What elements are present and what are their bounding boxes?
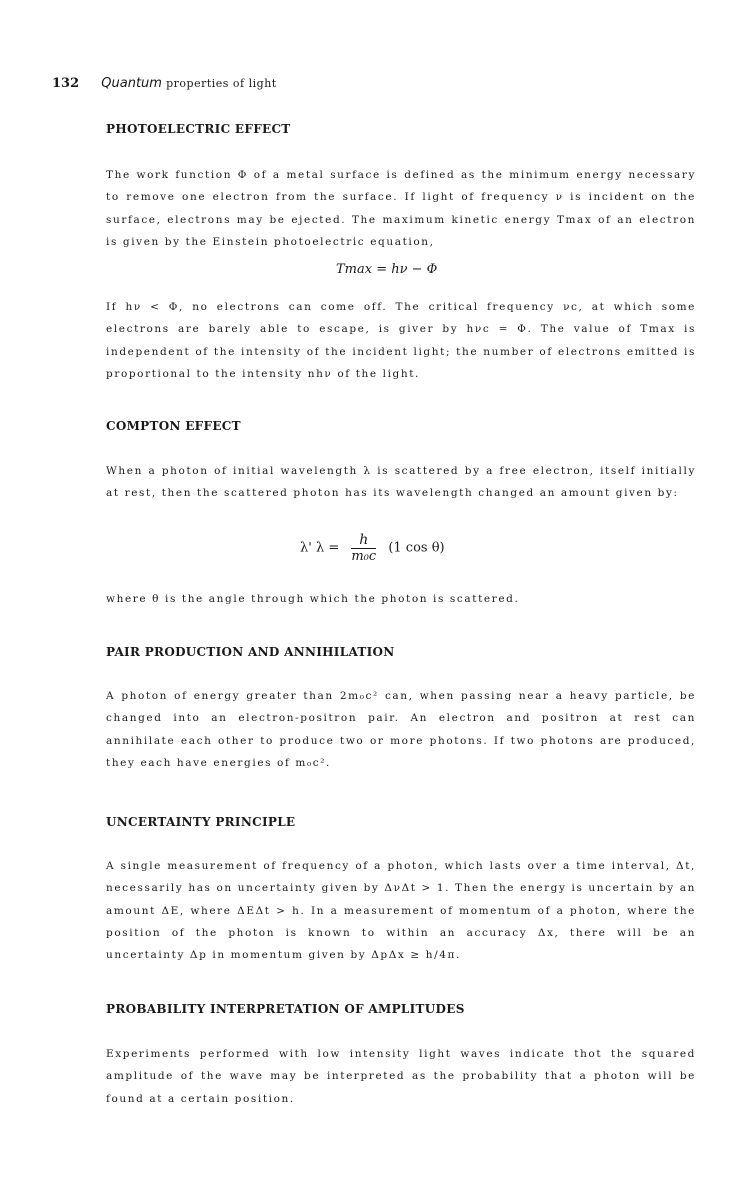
page-number: 132	[52, 76, 80, 91]
running-header	[52, 76, 277, 91]
header-title-rest: properties of light	[166, 77, 277, 90]
header-title-italic: Quantum	[101, 76, 162, 91]
heading-uncertainty: UNCERTAINTY PRINCIPLE	[106, 815, 296, 829]
heading-pair-production: PAIR PRODUCTION AND ANNIHILATION	[106, 645, 395, 659]
compton-eq-left: λ' λ =	[300, 540, 340, 556]
heading-photoelectric: PHOTOELECTRIC EFFECT	[106, 122, 291, 136]
compton-fraction	[351, 532, 376, 564]
compton-paragraph-2: where θ is the angle through which the photon is scattered.	[106, 593, 520, 605]
probability-paragraph: Experiments performed with low intensity light waves indicate thot the squared amplitude of the wave may be interpreted as the probability that a photon will be found at a certain position.	[106, 1048, 696, 1105]
compton-equation	[300, 532, 445, 564]
heading-probability: PROBABILITY INTERPRETATION OF AMPLITUDES	[106, 1002, 465, 1016]
fraction-numerator: h	[351, 532, 376, 549]
fraction-denominator: m₀c	[351, 549, 377, 564]
photoelectric-paragraph-1: The work function Φ of a metal surface is defined as the minimum energy necessary to remove one electron from the surface. If light of frequency ν is incident on the surface, electrons may be ejected. The maximum kinetic energy Tmax of an electron is given by the Einstein photoelectric equation,	[106, 169, 696, 248]
compton-paragraph-1: When a photon of initial wavelength λ is scattered by a free electron, itself initially at rest, then the scattered photon has its wavelength changed an amount given by:	[106, 465, 696, 500]
pair-production-paragraph: A photon of energy greater than 2m₀c² can, when passing near a heavy particle, be changed into an electron-positron pair. An electron and positron at rest can annihilate each other to produce two or more photons. If two photons are produced, they each have energies of m₀c².	[106, 690, 696, 769]
uncertainty-paragraph: A single measurement of frequency of a photon, which lasts over a time interval, Δt, necessarily has on uncertainty given by ΔνΔt > 1. Then the energy is uncertain by an amount ΔE, where ΔEΔt > h. In a measurement of momentum of a photon, where the position of the photon is known to within an accuracy Δx, there will be an uncertainty Δp in momentum given by ΔpΔx ≥ h/4π.	[106, 860, 696, 962]
einstein-equation: Tmax = hν − Φ	[336, 262, 438, 277]
compton-eq-right: (1 cos θ)	[388, 540, 445, 556]
heading-compton: COMPTON EFFECT	[106, 419, 241, 433]
photoelectric-paragraph-2: If hν < Φ, no electrons can come off. The critical frequency νc, at which some electrons are barely able to escape, is giver by hνc = Φ. The value of Tmax is independent of the intensity of the incident light; the number of electrons emitted is proportional to the intensity nhν of the light.	[106, 301, 696, 380]
